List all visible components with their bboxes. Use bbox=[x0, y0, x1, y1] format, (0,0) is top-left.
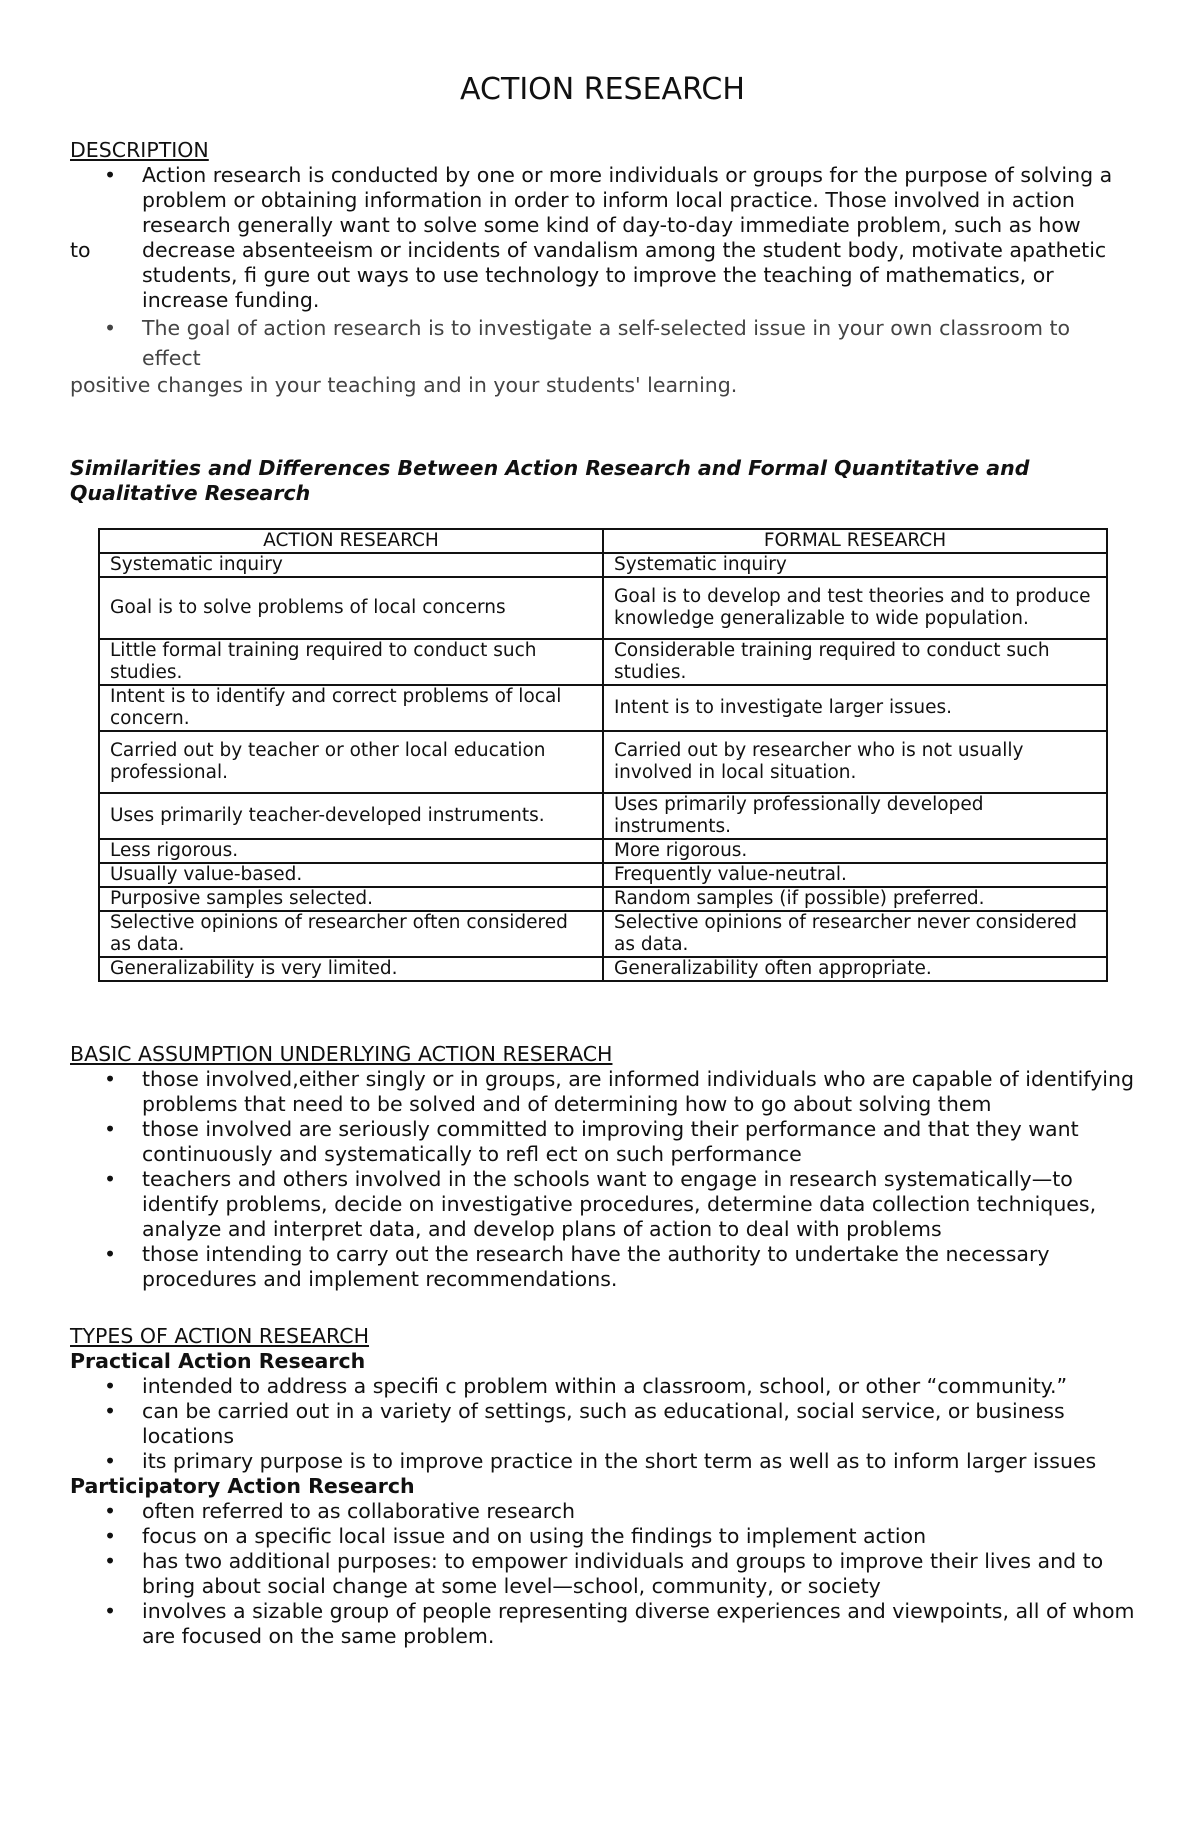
spacer bbox=[70, 982, 1135, 1042]
list-item: • often referred to as collaborative research bbox=[142, 1499, 1135, 1524]
to-label: to bbox=[70, 238, 91, 262]
list-item: • teachers and others involved in the schools want to engage in research systematically—to identify problems, decide on investigative procedures, determine data collection techniques, analyze and interpret data, and develop plans of action to deal with problems bbox=[142, 1167, 1135, 1242]
document-page bbox=[70, 72, 1135, 1649]
description-bullet-1-line3-wrap bbox=[70, 238, 1135, 313]
table-cell: Considerable training required to conduct such studies. bbox=[603, 639, 1107, 685]
table-row bbox=[99, 957, 1107, 981]
table-cell: Uses primarily professionally developed instruments. bbox=[603, 793, 1107, 839]
table-cell: Goal is to develop and test theories and to produce knowledge generalizable to wide population. bbox=[603, 577, 1107, 639]
list-item: • its primary purpose is to improve practice in the short term as well as to inform larger issues bbox=[142, 1449, 1135, 1474]
assumptions-heading: BASIC ASSUMPTION UNDERLYING ACTION RESERACH bbox=[70, 1042, 613, 1066]
table-row bbox=[99, 839, 1107, 863]
table-cell: Usually value-based. bbox=[99, 863, 603, 887]
table-cell: Systematic inquiry bbox=[603, 553, 1107, 577]
list-item: • those involved,either singly or in groups, are informed individuals who are capable of identifying problems that need to be solved and of determining how to go about solving them bbox=[142, 1067, 1135, 1117]
table-cell: More rigorous. bbox=[603, 839, 1107, 863]
document-title: ACTION RESEARCH bbox=[460, 72, 745, 107]
list-item: • intended to address a specifi c problem within a classroom, school, or other “community.” bbox=[142, 1374, 1135, 1399]
table-cell: Intent is to identify and correct problems of local concern. bbox=[99, 685, 603, 731]
table-row bbox=[99, 685, 1107, 731]
table-cell: Generalizability is very limited. bbox=[99, 957, 603, 981]
table-row bbox=[99, 731, 1107, 793]
table-row bbox=[99, 863, 1107, 887]
spacer bbox=[70, 1292, 1135, 1324]
table-cell: Selective opinions of researcher never considered as data. bbox=[603, 911, 1107, 957]
table-cell: Frequently value-neutral. bbox=[603, 863, 1107, 887]
description-bullet-2 bbox=[142, 313, 1135, 373]
table-cell: Systematic inquiry bbox=[99, 553, 603, 577]
table-row bbox=[99, 793, 1107, 839]
table-row bbox=[99, 911, 1107, 957]
table-cell: Selective opinions of researcher often considered as data. bbox=[99, 911, 603, 957]
participatory-list bbox=[70, 1499, 1135, 1649]
table-cell: Uses primarily teacher-developed instruments. bbox=[99, 793, 603, 839]
description-heading: DESCRIPTION bbox=[70, 138, 209, 162]
table-row bbox=[99, 577, 1107, 639]
description-continuation: positive changes in your teaching and in your students' learning. bbox=[70, 373, 738, 397]
table-cell: Less rigorous. bbox=[99, 839, 603, 863]
table-header-row bbox=[99, 529, 1107, 553]
types-heading: TYPES OF ACTION RESEARCH bbox=[70, 1324, 370, 1348]
description-bullet-2-text: The goal of action research is to investigate a self-selected issue in your own classroom to effect bbox=[142, 316, 1071, 370]
table-cell: Goal is to solve problems of local concerns bbox=[99, 577, 603, 639]
description-bullet-1-line2: problem or obtaining information in order to inform local practice. Those involved in action research generally want to solve some kind of day-to-day immediate problem, such as how bbox=[142, 188, 1081, 237]
assumptions-list bbox=[70, 1067, 1135, 1292]
list-item: • has two additional purposes: to empower individuals and groups to improve their lives and to bring about social change at some level—school, community, or society bbox=[142, 1549, 1135, 1599]
table-row bbox=[99, 887, 1107, 911]
table-row bbox=[99, 553, 1107, 577]
list-item: • those involved are seriously committed to improving their performance and that they want continuously and systematically to refl ect on such performance bbox=[142, 1117, 1135, 1167]
list-item: • can be carried out in a variety of settings, such as educational, social service, or business locations bbox=[142, 1399, 1135, 1449]
table-cell: Purposive samples selected. bbox=[99, 887, 603, 911]
table-cell: Intent is to investigate larger issues. bbox=[603, 685, 1107, 731]
description-list bbox=[70, 163, 1135, 373]
list-item: • focus on a specific local issue and on using the findings to implement action bbox=[142, 1524, 1135, 1549]
table-cell: Carried out by researcher who is not usually involved in local situation. bbox=[603, 731, 1107, 793]
table-cell: Random samples (if possible) preferred. bbox=[603, 887, 1107, 911]
description-bullet-1-line1: • Action research is conducted by one or more individuals or groups for the purpose of solving a bbox=[142, 163, 1113, 187]
table-cell: Generalizability often appropriate. bbox=[603, 957, 1107, 981]
participatory-heading: Participatory Action Research bbox=[70, 1474, 415, 1498]
description-bullet-1-line3: decrease absenteeism or incidents of vandalism among the student body, motivate apathetic students, fi gure out ways to use technology to improve the teaching of mathematics, or increase funding. bbox=[142, 238, 1107, 312]
comparison-table bbox=[98, 528, 1108, 982]
column-header-action: ACTION RESEARCH bbox=[99, 529, 603, 553]
description-bullet-1 bbox=[70, 163, 1135, 313]
table-cell: Carried out by teacher or other local education professional. bbox=[99, 731, 603, 793]
table-row bbox=[99, 639, 1107, 685]
comparison-heading: Similarities and Differences Between Action Research and Formal Quantitative and Qualitative Research bbox=[70, 456, 1030, 505]
table-cell: Little formal training required to conduct such studies. bbox=[99, 639, 603, 685]
practical-list bbox=[70, 1374, 1135, 1474]
column-header-formal: FORMAL RESEARCH bbox=[603, 529, 1107, 553]
practical-heading: Practical Action Research bbox=[70, 1349, 366, 1373]
list-item: • involves a sizable group of people representing diverse experiences and viewpoints, all of whom are focused on the same problem. bbox=[142, 1599, 1135, 1649]
list-item: • those intending to carry out the research have the authority to undertake the necessary procedures and implement recommendations. bbox=[142, 1242, 1135, 1292]
